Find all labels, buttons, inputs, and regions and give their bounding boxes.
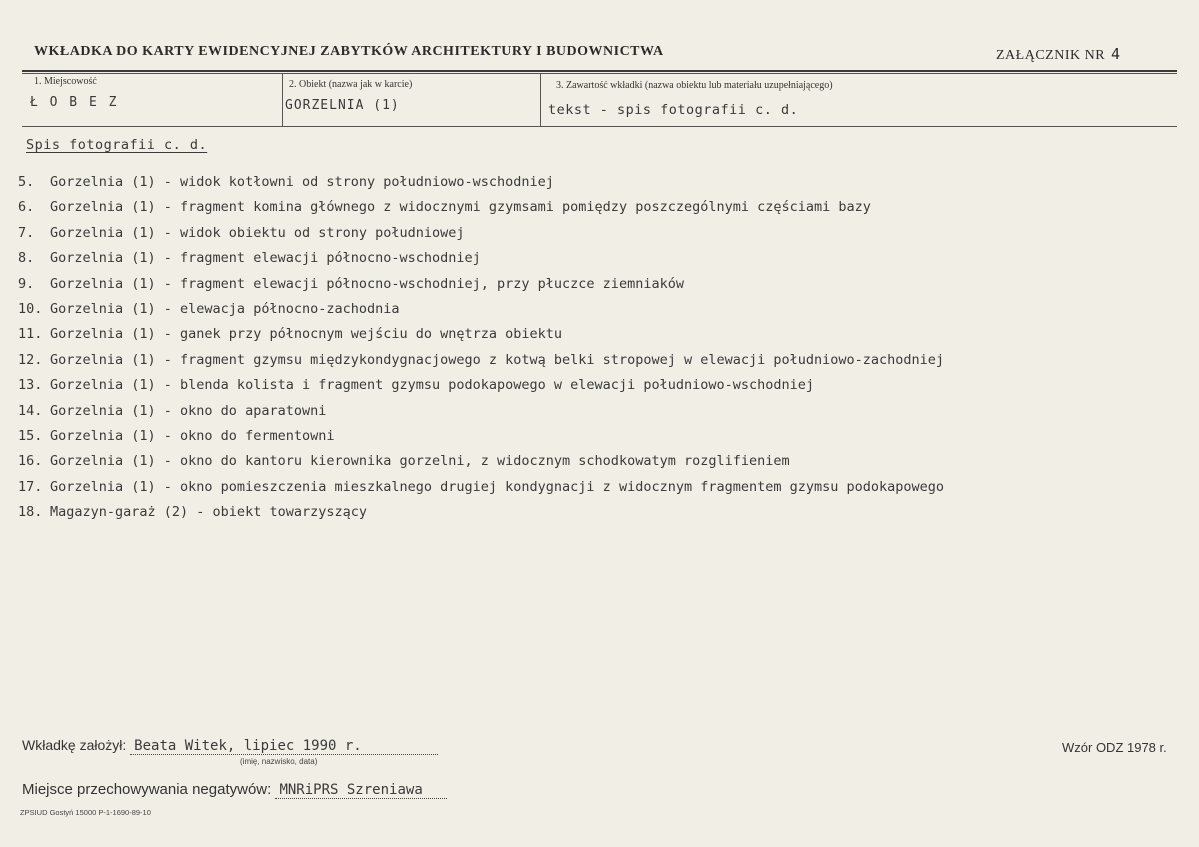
object-label: 2. Obiekt (nazwa jak w karcie) [289, 79, 413, 90]
photo-list-item [18, 424, 944, 449]
photo-item-number: 10. [18, 301, 43, 318]
header-top-rule [22, 70, 1177, 72]
object-value: GORZELNIA (1) [285, 98, 400, 113]
printer-note: ZPSIUD Gostyń 15000 P-1-1690-89-10 [20, 808, 151, 817]
photo-item-number: 18. [18, 504, 43, 521]
photo-item-number: 7. [18, 224, 35, 241]
locality-value: Ł O B E Z [30, 95, 119, 110]
photo-item-number: 13. [18, 377, 43, 394]
photo-list-item [18, 246, 944, 271]
photo-item-number: 15. [18, 428, 43, 445]
locality-label: 1. Miejscowość [34, 76, 97, 87]
annex-number: 4 [1111, 45, 1121, 63]
photo-list-item [18, 195, 944, 220]
photo-item-text: Gorzelnia (1) - okno pomieszczenia mieszkalnego drugiej kondygnacji z widocznym fragmentem gzymsu podokapowego [50, 478, 945, 495]
photo-item-text: Gorzelnia (1) - okno do fermentowni [50, 428, 335, 445]
photo-item-text: Gorzelnia (1) - ganek przy północnym wejściu do wnętrza obiektu [50, 326, 563, 343]
field-divider-2 [540, 74, 541, 126]
photo-item-text: Gorzelnia (1) - okno do aparatowni [50, 402, 327, 419]
photo-list-item [18, 348, 944, 373]
founded-value: Beata Witek, lipiec 1990 r. [130, 738, 438, 755]
field-divider-1 [282, 74, 283, 126]
photo-list-header: Spis fotografii c. d. [26, 137, 208, 153]
photo-item-text: Magazyn-garaż (2) - obiekt towarzyszący [50, 504, 367, 521]
photo-item-number: 11. [18, 326, 43, 343]
founded-label: Wkładkę założył: [22, 737, 127, 753]
photo-list-item [18, 322, 944, 347]
photo-list-item [18, 449, 944, 474]
founded-row [22, 737, 438, 755]
photo-item-text: Gorzelnia (1) - fragment gzymsu międzykondygnacjowego z kotwą belki stropowej w elewacji południowo-zachodniej [50, 351, 945, 368]
founded-caption: (imię, nazwisko, data) [240, 757, 318, 766]
storage-label: Miejsce przechowywania negatywów: [22, 781, 272, 798]
photo-list-item [18, 170, 944, 195]
photo-list-item [18, 500, 944, 525]
photo-item-text: Gorzelnia (1) - widok obiektu od strony południowej [50, 224, 465, 241]
field-bottom-rule [22, 126, 1177, 127]
photo-item-number: 9. [18, 275, 35, 292]
photo-list-item [18, 373, 944, 398]
content-label: 3. Zawartość wkładki (nazwa obiektu lub materiału uzupełniającego) [556, 80, 833, 91]
template-note: Wzór ODZ 1978 r. [1062, 740, 1167, 755]
photo-item-number: 6. [18, 199, 35, 216]
content-value: tekst - spis fotografii c. d. [548, 102, 799, 118]
photo-item-number: 14. [18, 402, 43, 419]
photo-item-text: Gorzelnia (1) - elewacja północno-zachodnia [50, 301, 400, 318]
storage-value: MNRiPRS Szreniawa [275, 782, 447, 799]
photo-item-number: 17. [18, 478, 43, 495]
annex-label-text: ZAŁĄCZNIK NR [996, 48, 1106, 63]
photo-item-text: Gorzelnia (1) - fragment elewacji północno-wschodniej, przy płuczce ziemniaków [50, 275, 684, 292]
annex-label [996, 45, 1121, 64]
photo-item-number: 8. [18, 250, 35, 267]
photo-list-item [18, 297, 944, 322]
photo-item-text: Gorzelnia (1) - fragment komina głównego z widocznymi gzymsami pomiędzy poszczególnymi częściami bazy [50, 199, 871, 216]
photo-item-number: 5. [18, 174, 35, 190]
header-top-rule-thin [22, 73, 1177, 74]
photo-item-text: Gorzelnia (1) - blenda kolista i fragment gzymsu podokapowego w elewacji południowo-wschodniej [50, 377, 815, 394]
photo-item-number: 16. [18, 453, 43, 470]
photo-list-item [18, 475, 944, 500]
photo-item-text: Gorzelnia (1) - fragment elewacji północno-wschodniej [50, 250, 481, 267]
photo-list-item [18, 272, 944, 297]
form-title: WKŁADKA DO KARTY EWIDENCYJNEJ ZABYTKÓW ARCHITEKTURY I BUDOWNICTWA [34, 44, 664, 59]
photo-list-item [18, 399, 944, 424]
photo-list [18, 170, 944, 526]
photo-list-item [18, 221, 944, 246]
photo-item-text: Gorzelnia (1) - okno do kantoru kierownika gorzelni, z widocznym schodkowatym rozglifieniem [50, 453, 790, 470]
storage-row [22, 781, 447, 799]
photo-item-number: 12. [18, 351, 43, 368]
photo-item-text: Gorzelnia (1) - widok kotłowni od strony południowo-wschodniej [50, 174, 554, 190]
